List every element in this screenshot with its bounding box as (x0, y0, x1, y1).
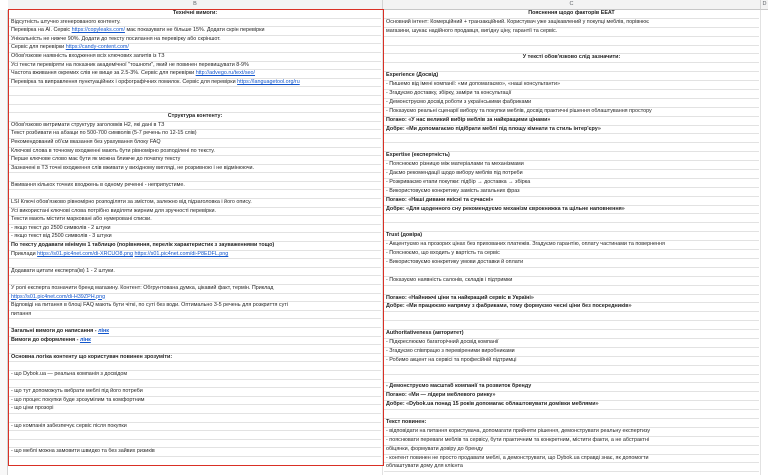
cell[interactable] (9, 27, 381, 36)
cell[interactable] (9, 148, 381, 157)
cell[interactable] (9, 233, 381, 242)
cell[interactable] (9, 371, 381, 380)
cell[interactable] (384, 259, 759, 268)
cell-text: Обов'язкове наявність входження всіх ключових запитів із ТЗ (11, 52, 165, 59)
cell[interactable] (9, 190, 381, 199)
cell-text: Добре: «Dybok.ua понад 15 років допомагає облаштовувати домівки меблями» (386, 401, 599, 408)
cell[interactable] (384, 143, 759, 152)
cell-link[interactable]: лінк (98, 327, 109, 334)
cell[interactable] (384, 286, 759, 295)
cell[interactable] (9, 440, 381, 449)
cell[interactable] (384, 90, 759, 99)
cell-text: облаштувати дому для клієнта (386, 463, 463, 470)
cell-text: - Показуємо наявність салонів, складів і підтримки (386, 276, 513, 283)
cell[interactable] (9, 173, 381, 182)
cell[interactable] (9, 36, 381, 45)
cell-text: Усі використані ключові слова потрібно виділяти жирним для зручності перевірки. (11, 207, 216, 214)
cell-text: - Акцентуємо на прозорих цінах без прихованих платежів. Згадуємо гарантію, оплату частинами та повернення (386, 241, 665, 248)
cell[interactable] (9, 105, 381, 114)
cell[interactable] (9, 345, 381, 354)
cell[interactable] (384, 401, 759, 410)
cell[interactable] (9, 199, 381, 208)
cell[interactable] (9, 388, 381, 397)
cell-text: Основна логіка контенту що користувач повинен зрозуміти: (11, 353, 173, 360)
cell[interactable] (9, 182, 381, 191)
cell[interactable] (9, 268, 381, 277)
cell-text: - Пояснюємо різницю між матеріалами та механізмами (386, 161, 524, 168)
cell-text: Experience (Досвід) (386, 72, 439, 79)
cell[interactable] (384, 54, 759, 63)
cell[interactable] (9, 87, 381, 96)
cell-link[interactable]: лінк (79, 336, 91, 343)
cell[interactable] (9, 10, 381, 19)
cell-link[interactable]: https://s01.pic4net.com/di-H39ZPH.png (11, 293, 106, 300)
cell[interactable] (384, 455, 759, 464)
cell[interactable] (384, 134, 759, 143)
cell-text: Добре: «Ми працюємо напряму з фабриками, тому формуємо чесні ціни без посередників» (386, 303, 632, 310)
cell[interactable] (384, 126, 759, 135)
cell[interactable] (384, 28, 759, 37)
cell[interactable] (9, 311, 381, 320)
cell-text: - що компанія забезпечує сервіс після покупки (11, 422, 127, 429)
cell-text: Усі тексти перевіряти на показник академічної "тошноти", який не повинен перевищувати 8-9% (11, 61, 249, 68)
cell-text: Вимоги до оформлення - (11, 336, 80, 343)
cell-text: - якщо текст до 2500 символів - 2 штуки (11, 224, 111, 231)
cell-text: Добре: «Ми допомагаємо підібрати меблі під площу кімнати та стиль інтер'єру» (386, 125, 601, 132)
cell[interactable] (9, 122, 381, 131)
cell-text: Тексти мають містити марковані або нумеровані списки. (11, 216, 152, 223)
cell[interactable] (384, 312, 759, 321)
cell[interactable] (384, 250, 759, 259)
cell[interactable] (9, 328, 381, 337)
cell-text: - Використовуємо конкретику замість загальних фраз (386, 187, 520, 194)
cell[interactable] (384, 214, 759, 223)
cell-text: Trust (довіра) (386, 232, 423, 239)
cell[interactable] (9, 302, 381, 311)
cell-text: Вживання кількох точних входжень в одному реченні - неприпустиме. (11, 181, 185, 188)
cell-text: Відсутність штучно згенерованого контенту. (11, 18, 121, 25)
cell[interactable] (384, 152, 759, 161)
column-header-c[interactable]: C (383, 0, 761, 10)
cell[interactable] (384, 383, 759, 392)
cell-text: Перевірка на AI. Сервіс (11, 27, 72, 34)
cell[interactable] (384, 463, 759, 472)
cell-text: Технічні вимоги: (172, 10, 218, 16)
cell-text: Рекомендований об'єм вказання без урахування блоку FAQ (11, 138, 161, 145)
cell-text: Перевірка та виправлення пунктуаційних і орфографічних помилок. Сервіс для перевірки (11, 78, 238, 85)
cell[interactable] (384, 108, 759, 117)
cell-text: - що меблі можна замовити швидко та без зайвих ризиків (11, 448, 155, 455)
cell-text: обіцянки, формувати довіру до бренду (386, 445, 484, 452)
cell-text: У ролі експерта позначити бренд магазину. Контент: Обгрунтована думка, цікавий факт, термін. Приклад (11, 285, 274, 291)
cell-text: Унікальність не нижче 90%. Додати до тексту посилання на перевірку або скріншот. (11, 35, 221, 42)
cell-text: Текст розбивати на абзаци по 500-700 символів (5-7 речень по 12-15 слів) (11, 130, 197, 137)
cell[interactable] (384, 321, 759, 330)
cell[interactable] (384, 339, 759, 348)
cell[interactable] (384, 348, 759, 357)
cell-text: Expertise (експертність) (386, 152, 450, 159)
cell-text: - контент повинен не просто продавати меблі, а демонструвати, що Dybok.ua справді знає, як допомогти (386, 454, 649, 461)
cell[interactable] (384, 268, 759, 277)
cell[interactable] (384, 99, 759, 108)
cell-text: - Згадуємо доставку, збірку, заміри та консультації (386, 90, 512, 97)
cell[interactable] (9, 380, 381, 389)
cell[interactable] (9, 431, 381, 440)
cell-text: - Розкриваємо етапи покупки: підбір → доставка → збірка (386, 178, 531, 185)
cell[interactable] (9, 19, 381, 28)
cell[interactable] (384, 170, 759, 179)
cell-text: Ключові слова в точному входженні мають бути рівномірно розподілені по тексту. (11, 147, 215, 154)
cell[interactable] (384, 188, 759, 197)
cell-text: Добре: «Для щоденного сну рекомендуємо механізм єврокнижка та щільне наповнення» (386, 205, 625, 212)
cell[interactable] (384, 232, 759, 241)
cell[interactable] (9, 423, 381, 432)
cell-link[interactable]: http://advego.ru/text/seo/ (195, 70, 256, 77)
cell[interactable] (384, 197, 759, 206)
cell[interactable] (384, 392, 759, 401)
cell-text: Зазначені в ТЗ точні входження слів вживати у вихідному вигляді, не розривною і не відмінюючи. (11, 164, 255, 171)
cell[interactable] (9, 319, 381, 328)
cell-text: Структура контенту: (167, 113, 223, 120)
cell-text: У тексті обов'язково слід зазначити: (522, 54, 621, 61)
cell-text: Обов'язково витримати структуру заголовків H2, які дані в ТЗ (11, 121, 165, 128)
cell[interactable] (9, 414, 381, 423)
cell-text: Пояснення щодо факторів EEAT (528, 10, 615, 16)
cell[interactable] (9, 139, 381, 148)
cell[interactable] (9, 216, 381, 225)
cell-text-tail: має показувати не більше 15%. Додати скрін перевірки (124, 27, 265, 34)
column-b-cells (9, 10, 381, 475)
cell-text: Частота вживання окремих слів не вище за 2.5-3%. Сервіс для перевірки (11, 70, 196, 77)
column-c-cells (384, 10, 759, 475)
cell[interactable] (384, 437, 759, 446)
cell[interactable] (9, 96, 381, 105)
cell[interactable] (384, 63, 759, 72)
cell[interactable] (384, 277, 759, 286)
cell[interactable] (384, 303, 759, 312)
cell-text: Додавати цитати експерта(ів) 1 - 2 штуки. (11, 267, 115, 274)
cell[interactable] (9, 397, 381, 406)
cell-text: - якщо текст від 2500 символів - 3 штуки (11, 233, 112, 240)
cell[interactable] (384, 357, 759, 366)
cell[interactable] (9, 79, 381, 88)
cell[interactable] (384, 330, 759, 339)
cell[interactable] (9, 62, 381, 71)
cell[interactable] (384, 72, 759, 81)
cell-text: - Робимо акцент на сервісі та професійній підтримці (386, 356, 517, 363)
cell-text: По тексту додавати мінімум 1 таблицю (порівняння, перелік характеристик з зауваженнями тощо) (11, 242, 275, 249)
cell-text: Перше ключове слово має бути як можна ближче до початку тексту (11, 156, 181, 163)
cell-text: Відповіді на питання в блоці FAQ мають бути чіткі, по суті без води. Оптимально 3-5 речень для розкриття суті (11, 302, 288, 309)
cell[interactable] (384, 223, 759, 232)
cell-text: - Демонструємо досвід роботи з українськими фабриками (386, 98, 532, 105)
cell[interactable] (384, 37, 759, 46)
cell[interactable] (384, 81, 759, 90)
cell-text: Приклади (11, 250, 38, 257)
cell-text: Погано: «У нас великий вибір меблів за найкращими цінами» (386, 116, 551, 123)
cell[interactable] (384, 410, 759, 419)
cell-text: - пояснювати переваги меблів та сервісу, бути практичним та конкретним, містити факти, а не абстрактні (386, 436, 650, 443)
cell[interactable] (9, 276, 381, 285)
cell[interactable] (9, 405, 381, 414)
cell-text: Погано: «Найнижчі ціни та найкращий сервіс в Україні» (386, 294, 534, 301)
cell-text: Authoritativeness (авторитет) (386, 330, 464, 337)
cell-text: - Згадуємо співпрацю з перевіреними виробниками (386, 347, 515, 354)
cell[interactable] (9, 225, 381, 234)
cell-link[interactable]: https://languagetool.org/ru (237, 78, 300, 85)
cell[interactable] (9, 113, 381, 122)
cell-text: - Пояснюємо, що входить у вартість та сервіс (386, 250, 500, 257)
cell-text: - що процес покупки буде зрозумілим та комфортним (11, 396, 145, 403)
cell[interactable] (9, 165, 381, 174)
cell[interactable] (384, 206, 759, 215)
cell-text: - що тут допоможуть вибрати меблі під його потреби (11, 388, 143, 395)
cell-text: Сервіс для перевірки (11, 44, 66, 51)
column-header-b[interactable]: B (8, 0, 383, 10)
cell-link[interactable]: https://s01.pic4net.com/di-XRCUO8.png (37, 250, 133, 257)
cell-text: Основний інтент: Комерційний + транзакційний. Користувач уже зацікавлений у покупці меблів, порівнює (386, 18, 649, 25)
cell[interactable] (9, 53, 381, 62)
cell-text: Текст повинен: (386, 418, 427, 425)
row-number-column (0, 10, 8, 475)
cell-text: - що ціни прозорі (11, 405, 54, 412)
column-header-d[interactable]: D (761, 0, 768, 10)
cell-text: Загальні вимоги до написання - (11, 327, 99, 334)
cell[interactable] (9, 70, 381, 79)
cell-link[interactable]: https://candy-content.com/ (65, 44, 129, 51)
cell[interactable] (384, 446, 759, 455)
cell[interactable] (384, 10, 759, 19)
grid-divider (382, 10, 383, 475)
cell-link[interactable]: https://s01.pic4net.com/di-P8EDFL.png (134, 250, 229, 257)
cell[interactable] (384, 366, 759, 375)
cell[interactable] (384, 295, 759, 304)
cell[interactable] (384, 375, 759, 384)
cell-text: - що Dybok.ua — реальна компанія з досвідом (11, 370, 128, 377)
cell[interactable] (9, 242, 381, 251)
cell[interactable] (9, 156, 381, 165)
cell-text: Погано: «Ми — лідери меблевого ринку» (386, 392, 496, 399)
cell-text: - відповідати на питання користувача, допомагати прийняти рішення, демонструвати реальну експертизу (386, 427, 651, 434)
cell[interactable] (384, 179, 759, 188)
cell-text: - Даємо рекомендації щодо вибору меблів під потреби (386, 170, 523, 177)
cell[interactable] (9, 259, 381, 268)
cell[interactable] (9, 44, 381, 53)
cell[interactable] (9, 354, 381, 363)
cell[interactable] (9, 362, 381, 371)
cell-text: - Демонструємо масштаб компанії та розвиток бренду (386, 383, 532, 390)
cell[interactable] (9, 130, 381, 139)
cell[interactable] (384, 117, 759, 126)
cell[interactable] (9, 294, 381, 303)
cell-text: - Використовуємо конкретику умови доставки й оплати (386, 258, 524, 265)
cell[interactable] (384, 161, 759, 170)
cell-text: LSI Ключі обов'язково рівномірно розподіляти за змістом, залежно від підзаголовка і його опису. (11, 199, 252, 206)
cell[interactable] (384, 428, 759, 437)
cell[interactable] (9, 337, 381, 346)
cell[interactable] (9, 285, 381, 294)
cell-text: питання (11, 310, 32, 317)
cell[interactable] (384, 19, 759, 28)
cell[interactable] (9, 448, 381, 457)
cell[interactable] (384, 241, 759, 250)
cell-text: - Підкреслюємо багаторічний досвід компанії (386, 338, 499, 345)
cell[interactable] (384, 46, 759, 55)
cell-link[interactable]: https://copyleaks.com/ (71, 27, 125, 34)
cell-text: Погано: «Наші дивани якісні та сучасні» (386, 196, 494, 203)
cell[interactable] (384, 419, 759, 428)
cell[interactable] (9, 208, 381, 217)
cell[interactable] (9, 251, 381, 260)
cell-text: магазини, шукає надійного продавця, вигідну ціну, гарантії та сервіс. (386, 27, 558, 34)
grid-divider (760, 10, 761, 475)
cell-text: - Пишемо від імені компанії: «ми допомагаємо», «наші консультанти» (386, 81, 561, 88)
cell-text: - Показуємо реальні сценарії вибору та покупки меблів, досвід практичні рішення облаштування простору (386, 107, 652, 114)
